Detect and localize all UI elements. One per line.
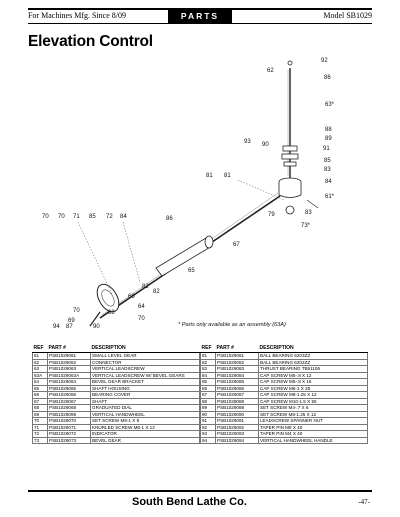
row-ref: 62 [33, 359, 48, 366]
leader-line [123, 222, 140, 282]
callout: 91 [323, 146, 330, 152]
row-part-number: PSB1029064 [48, 379, 91, 386]
row-description: CAP SCREW M5-.8 X 16 [259, 379, 368, 386]
row-ref: 89 [201, 405, 216, 412]
callout: 83 [324, 167, 331, 173]
header-model: Model SB1029 [323, 11, 372, 20]
row-part-number: PSB1029089 [216, 405, 259, 412]
col-description: DESCRIPTION [91, 345, 200, 353]
callout: 85 [89, 214, 96, 220]
row-ref: 91 [201, 418, 216, 425]
row-description: VERTICAL HANDWHEEL [91, 411, 200, 418]
row-ref: 81 [201, 353, 216, 360]
callout: 68 [108, 310, 115, 316]
row-part-number: PSB1029065 [48, 385, 91, 392]
spanner-nut [283, 146, 297, 151]
row-description: THRUST BEARING TB51106 [259, 366, 368, 373]
row-ref: 69 [33, 411, 48, 418]
callout: 69 [68, 318, 75, 324]
row-description: KNURLED SCREW M6-1 X 12 [91, 424, 200, 431]
row-description: GRADUATED DIAL [91, 405, 200, 412]
row-ref: 71 [33, 424, 48, 431]
row-ref: 63A [33, 372, 48, 379]
row-description: CAP SCREW M6-1 X 25 [259, 385, 368, 392]
row-part-number: PSB1029083 [216, 366, 259, 373]
callout: 93 [244, 139, 251, 145]
row-ref: 85 [201, 379, 216, 386]
row-part-number: PSB1029090 [216, 411, 259, 418]
leader-line [78, 222, 112, 294]
callout: 84 [120, 214, 127, 220]
table-row [33, 437, 200, 444]
bearing-upper [282, 154, 298, 159]
row-description: CAP SCREW M5-.8 X 12 [259, 372, 368, 379]
row-ref: 63 [33, 366, 48, 373]
callout: 70 [58, 214, 65, 220]
row-part-number: PSB1029067 [48, 398, 91, 405]
row-description: CAP SCREW M8-1.25 X 12 [259, 392, 368, 399]
row-ref: 82 [201, 359, 216, 366]
callout: 71 [73, 214, 80, 220]
callout: 90 [93, 324, 100, 330]
callout: 70 [138, 316, 145, 322]
row-part-number: PSB1029071 [48, 424, 91, 431]
page-header [28, 8, 372, 24]
row-part-number: PSB1029094 [216, 437, 259, 444]
row-ref: 93 [201, 431, 216, 438]
row-description: TAPER PIN M4 X 40 [259, 431, 368, 438]
row-ref: 72 [33, 431, 48, 438]
row-ref: 92 [201, 424, 216, 431]
row-description: SMALL LEVEL GEAR [91, 353, 200, 360]
row-ref: 94 [201, 437, 216, 444]
row-description: TAPER PIN M8 X 40 [259, 424, 368, 431]
col-part-number: PART # [48, 345, 91, 353]
row-part-number: PSB1029063A [48, 372, 91, 379]
row-part-number: PSB1029093 [216, 431, 259, 438]
diagram-svg [28, 50, 372, 332]
row-part-number: PSB1029068 [48, 405, 91, 412]
row-description: SET SCREW M6-1 X 8 [91, 418, 200, 425]
col-ref: REF [201, 345, 216, 353]
leader-line [238, 180, 284, 200]
shaft-housing [156, 238, 212, 276]
bracket-body [279, 182, 301, 198]
row-description: SHAFT [91, 398, 200, 405]
row-part-number: PSB1029092 [216, 424, 259, 431]
row-description: BEVEL GEAR BRACKET [91, 379, 200, 386]
callout: 87 [66, 324, 73, 330]
row-part-number: PSB1029069 [48, 411, 91, 418]
callout: 88 [325, 127, 332, 133]
row-ref: 86 [201, 385, 216, 392]
row-description: SHAFT HOUSING [91, 385, 200, 392]
row-description: BEARING COVER [91, 392, 200, 399]
bearing-lower [284, 162, 296, 166]
row-description: CONNECTOR [91, 359, 200, 366]
assembly-note: * Parts only available as an assembly (63A) [178, 322, 286, 328]
row-part-number: PSB1029087 [216, 392, 259, 399]
parts-rows-left [33, 353, 200, 444]
row-part-number: PSB1029088 [216, 398, 259, 405]
callout: 94 [53, 324, 60, 330]
callout: 67 [233, 242, 240, 248]
callout: 82 [153, 289, 160, 295]
callout: 64 [138, 304, 145, 310]
callout: 62 [267, 68, 274, 74]
row-description: SET SCREW M4-.7 X 6 [259, 405, 368, 412]
row-ref: 68 [33, 405, 48, 412]
callout: 73* [301, 223, 311, 229]
row-ref: 61 [33, 353, 48, 360]
row-part-number: PSB1029091 [216, 418, 259, 425]
row-part-number: PSB1029066 [48, 392, 91, 399]
callout: 92 [321, 58, 328, 64]
row-description: BEVEL GEAR [91, 437, 200, 444]
row-ref: 65 [33, 385, 48, 392]
bevel-gear [286, 206, 294, 214]
taper-pin-top [288, 61, 292, 65]
col-description: DESCRIPTION [259, 345, 368, 353]
row-description: LEADSCREW SPANNER NUT [259, 418, 368, 425]
callout: 82 [142, 284, 149, 290]
row-description: INDICATOR [91, 431, 200, 438]
brand-logo-text: South Bend Lathe Co. [132, 496, 247, 508]
parts-table-right [200, 345, 368, 444]
row-part-number: PSB1029063 [48, 366, 91, 373]
row-part-number: PSB1029085 [216, 379, 259, 386]
callout: 86 [166, 216, 173, 222]
row-description: VERTICAL HANDWHEEL HANDLE [259, 437, 368, 444]
row-part-number: PSB1029070 [48, 418, 91, 425]
row-ref: 70 [33, 418, 48, 425]
row-description: BALL BEARING 6203ZZ [259, 353, 368, 360]
row-part-number: PSB1029062 [48, 359, 91, 366]
parts-rows-right [201, 353, 368, 444]
callout: 85 [324, 158, 331, 164]
row-ref: 67 [33, 398, 48, 405]
table-row [33, 372, 200, 379]
row-part-number: PSB1029082 [216, 359, 259, 366]
callout: 65 [188, 268, 195, 274]
callout: 72 [106, 214, 113, 220]
table-row [201, 437, 368, 444]
row-ref: 84 [201, 372, 216, 379]
row-description: VERTICAL LEADSCREW W/ BEVEL GEARS [91, 372, 200, 379]
row-ref: 90 [201, 411, 216, 418]
housing-end [205, 236, 213, 248]
row-ref: 66 [33, 392, 48, 399]
exploded-parts-diagram [28, 50, 372, 332]
callout: 79 [268, 212, 275, 218]
callout: 83 [305, 210, 312, 216]
row-part-number: PSB1029073 [48, 437, 91, 444]
row-description: VERTICAL LEADSCREW [91, 366, 200, 373]
cap-screw-side [307, 200, 318, 208]
col-part-number: PART # [216, 345, 259, 353]
row-ref: 87 [201, 392, 216, 399]
callout: 86 [324, 75, 331, 81]
callout: 70 [73, 308, 80, 314]
callout: 89 [325, 136, 332, 142]
row-part-number: PSB1029081 [216, 353, 259, 360]
callout: 70 [42, 214, 49, 220]
row-description: CAP SCREW M10-1.5 X 55 [259, 398, 368, 405]
row-ref: 64 [33, 379, 48, 386]
row-part-number: PSB1029086 [216, 385, 259, 392]
callout: 63* [325, 102, 335, 108]
row-ref: 88 [201, 398, 216, 405]
row-description: SET SCREW M8-1.25 X 12 [259, 411, 368, 418]
parts-table-left [32, 345, 200, 444]
row-part-number: PSB1029072 [48, 431, 91, 438]
header-machines-note: For Machines Mfg. Since 8/09 [28, 11, 126, 20]
page-footer [28, 490, 372, 510]
page-title: Elevation Control [28, 33, 153, 50]
callout: 84 [325, 179, 332, 185]
row-ref: 83 [201, 366, 216, 373]
col-ref: REF [33, 345, 48, 353]
row-part-number: PSB1029061 [48, 353, 91, 360]
row-part-number: PSB1029084 [216, 372, 259, 379]
callout: 61* [325, 194, 335, 200]
row-description: BALL BEARING 6202ZZ [259, 359, 368, 366]
callout: 90 [262, 142, 269, 148]
header-section-label: PARTS [168, 9, 232, 23]
row-ref: 73 [33, 437, 48, 444]
callout: 81 [224, 173, 231, 179]
callout: 81 [206, 173, 213, 179]
callout: 66 [128, 294, 135, 300]
page-number: -47- [358, 498, 370, 506]
